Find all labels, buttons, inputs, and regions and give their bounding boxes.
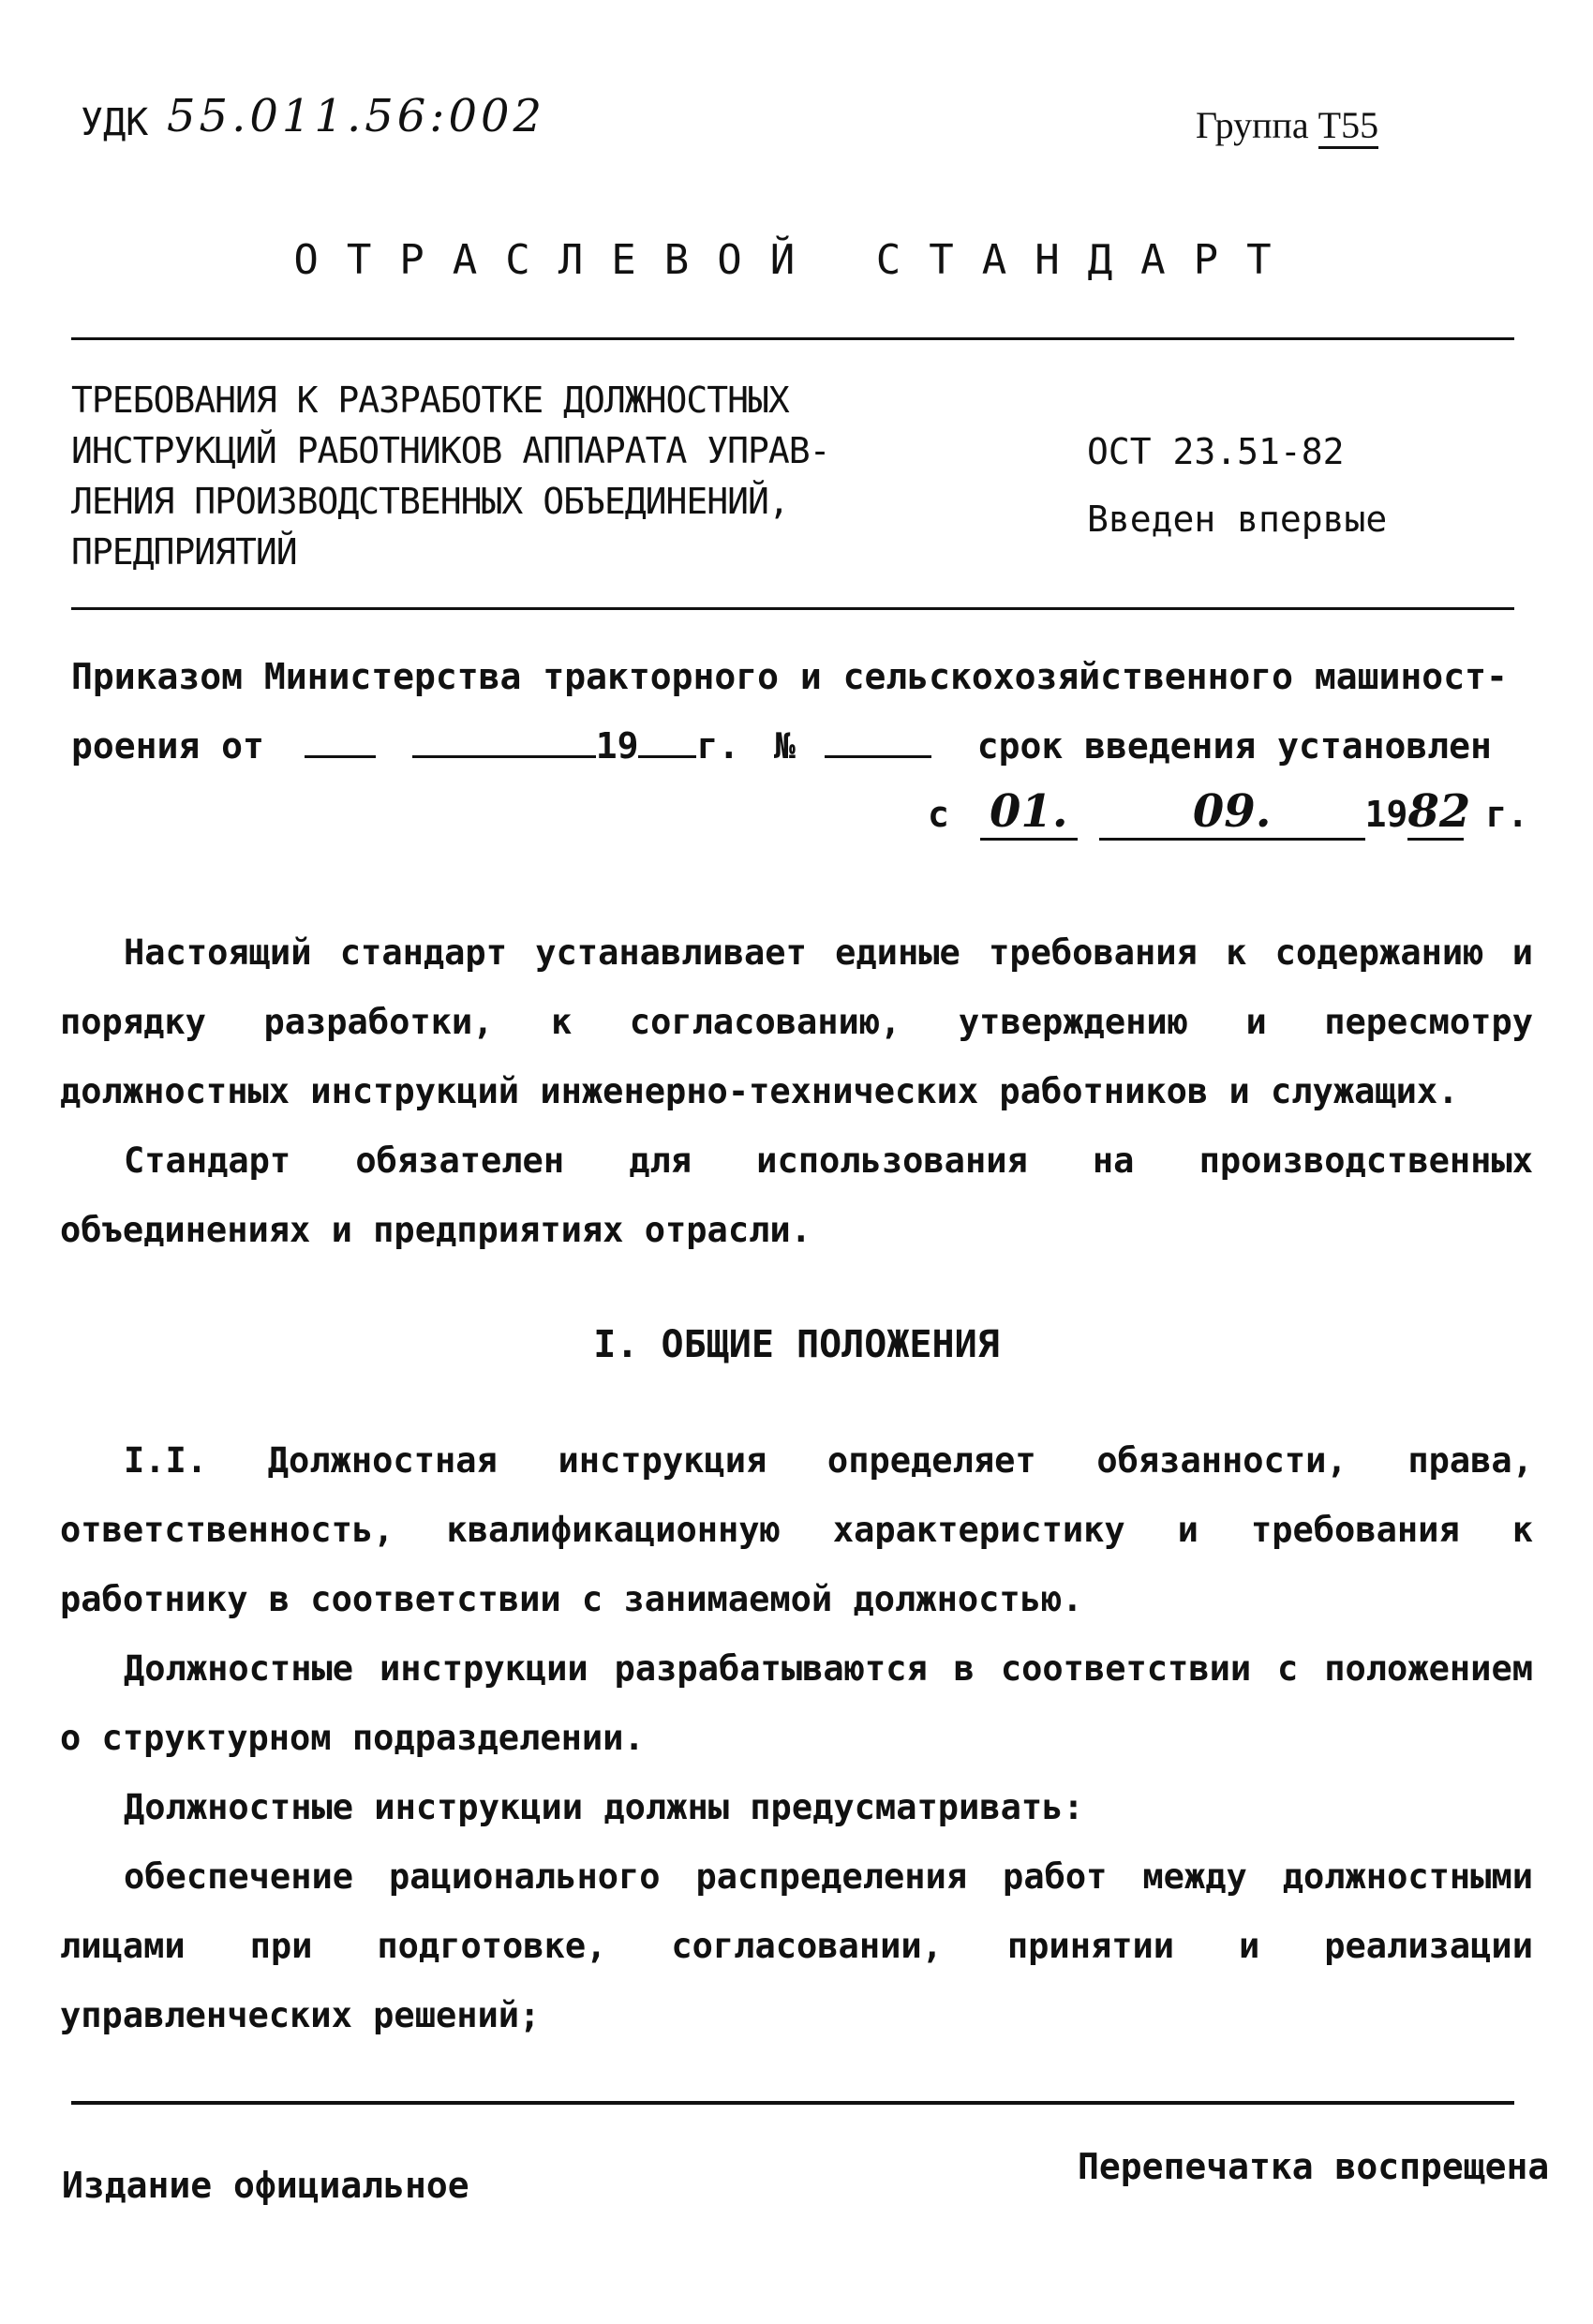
- udk-code: 55.011.56:002: [167, 90, 546, 142]
- clause-paragraph: I.I. Должностная инструкция определяет обязанности, права, ответственность, квалификационную характеристику и требования к работнику в соответствии с занимаемой должностью.: [60, 1440, 1533, 1619]
- effective-year: 82: [1407, 785, 1464, 841]
- group-code: [1196, 103, 1378, 147]
- standard-designation: ОСТ 23.51-82: [1087, 431, 1345, 472]
- order-line-1: Приказом Министерства тракторного и сельскохозяйственного машиност-: [71, 656, 1508, 697]
- intro-paragraph: Стандарт обязателен для использования на производственных объединениях и предприятиях отрасли.: [60, 1140, 1533, 1250]
- effective-year-prefix: 19: [1364, 794, 1408, 835]
- group-label: Группа: [1196, 104, 1309, 146]
- title-line: ТРЕБОВАНИЯ К РАЗРАБОТКЕ ДОЛЖНОСТНЫХ: [71, 380, 789, 421]
- effective-month: 09.: [1099, 785, 1365, 841]
- group-number: Т55: [1318, 104, 1378, 149]
- order-line-2: [71, 725, 1492, 767]
- status-text: Введен впервые: [1087, 499, 1388, 540]
- clause-paragraph: обеспечение рационального распределения работ между должностными лицами при подготовке, согласовании, принятии и реализации управленческих решений;: [60, 1856, 1533, 2035]
- title-line: ИНСТРУКЦИЙ РАБОТНИКОВ АППАРАТА УПРАВ-: [71, 430, 830, 471]
- order-day-blank: [305, 727, 376, 758]
- standard-type-heading: ОТРАСЛЕВОЙ СТАНДАРТ: [293, 236, 1300, 284]
- udk-label: УДК: [81, 101, 149, 144]
- intro-paragraph: Настоящий стандарт устанавливает единые требования к содержанию и порядку разработки, к согласованию, утверждению и пересмотру должностных инструкций инженерно-технических работников и служащих.: [60, 932, 1533, 1111]
- order-date-label: роения от: [71, 725, 264, 767]
- order-year-prefix: 19: [595, 725, 639, 767]
- effective-prefix: с: [928, 794, 949, 835]
- order-year-blank: [638, 727, 696, 758]
- reprint-note: Перепечатка воспрещена: [1078, 2146, 1550, 2187]
- title-line: ПРЕДПРИЯТИЙ: [71, 531, 297, 573]
- order-number-blank: [825, 727, 931, 758]
- effective-date: [928, 785, 1528, 841]
- effective-term-label: срок введения установлен: [976, 725, 1492, 767]
- effective-suffix: г.: [1485, 794, 1529, 835]
- section-heading: I. ОБЩИЕ ПОЛОЖЕНИЯ: [593, 1323, 1000, 1366]
- top-divider: [71, 337, 1514, 340]
- effective-day: 01.: [980, 785, 1078, 841]
- order-year-suffix: г.: [696, 725, 740, 767]
- clause-paragraph: Должностные инструкции разрабатываются в соответствии с положением о структурном подразделении.: [60, 1648, 1533, 1758]
- title-line: ЛЕНИЯ ПРОИЗВОДСТВЕННЫХ ОБЪЕДИНЕНИЙ,: [71, 481, 789, 522]
- number-sign: №: [774, 725, 796, 767]
- order-month-blank: [412, 727, 596, 758]
- footer-divider: [71, 2101, 1514, 2105]
- edition-note: Издание официальное: [62, 2165, 469, 2206]
- document-title: [71, 375, 1064, 577]
- middle-divider: [71, 607, 1514, 610]
- clause-paragraph: Должностные инструкции должны предусматривать:: [124, 1787, 1084, 1827]
